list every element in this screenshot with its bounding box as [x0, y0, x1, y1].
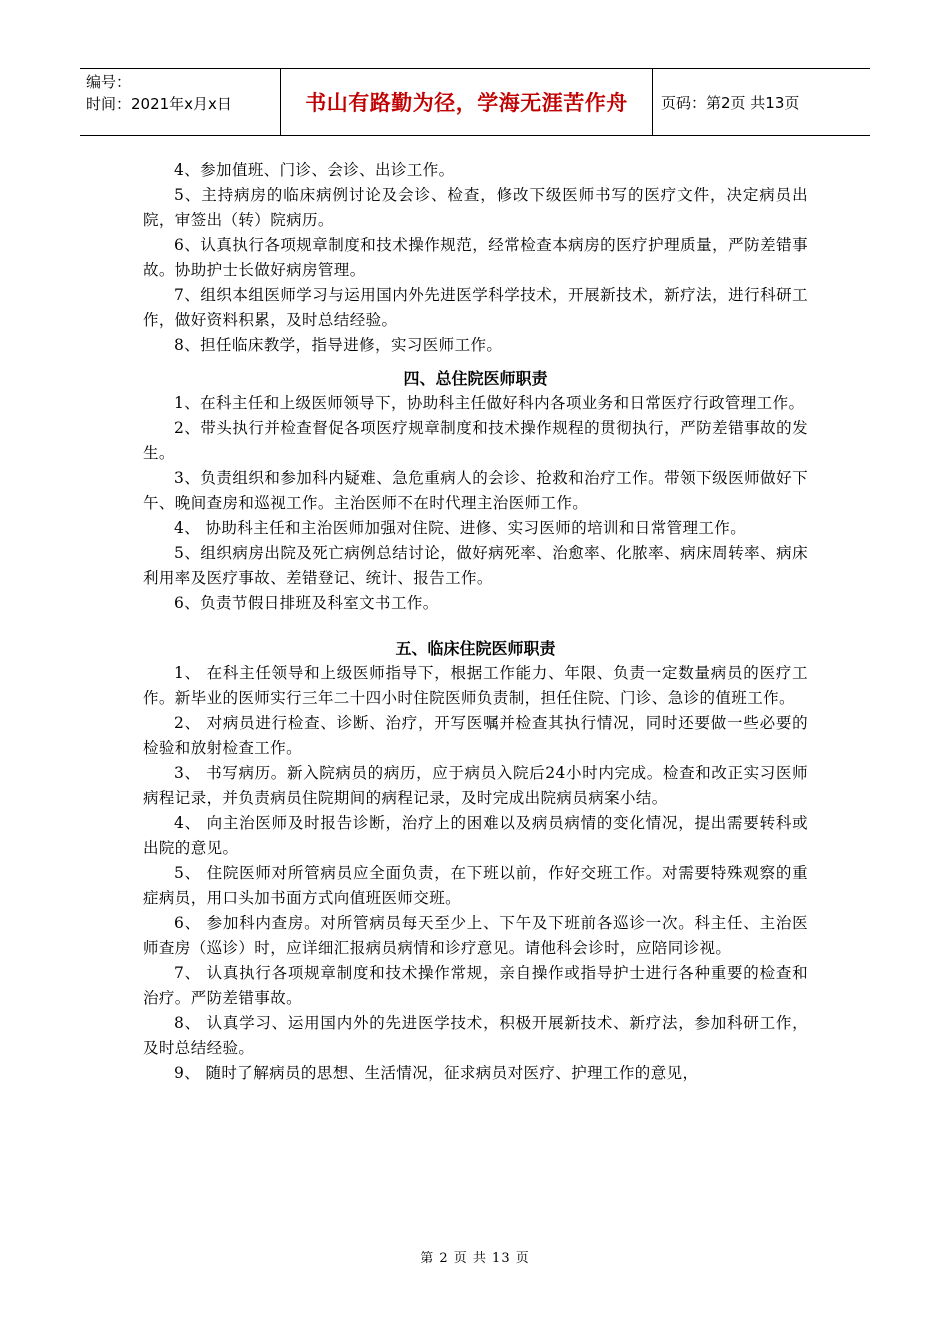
paragraph: 6、认真执行各项规章制度和技术操作规范，经常检查本病房的医疗护理质量，严防差错事故。协助护士长做好病房管理。: [143, 236, 808, 279]
section3-tail: [143, 158, 808, 358]
page-footer: 第 2 页 共 13 页: [420, 1251, 530, 1266]
time-label: 时间：2021年x月x日: [86, 95, 232, 113]
paragraph: 1、在科主任和上级医师领导下，协助科主任做好科内各项业务和日常医疗行政管理工作。: [174, 394, 805, 412]
header-page-info: 页码：第2页 共13页: [661, 93, 800, 112]
paragraph: 3、负责组织和参加科内疑难、急危重病人的会诊、抢救和治疗工作。带领下级医师做好下午、晚间查房和巡视工作。主治医师不在时代理主治医师工作。: [143, 469, 808, 512]
section4-items: [143, 391, 808, 616]
paragraph: 8、 认真学习、运用国内外的先进医学技术，积极开展新技术、新疗法，参加科研工作，及时总结经验。: [143, 1014, 808, 1057]
paragraph: 8、担任临床教学，指导进修，实习医师工作。: [174, 336, 503, 354]
paragraph: 4、 协助科主任和主治医师加强对住院、进修、实习医师的培训和日常管理工作。: [174, 519, 747, 537]
paragraph: 6、 参加科内查房。对所管病员每天至少上、下午及下班前各巡诊一次。科主任、主治医师查房（巡诊）时，应详细汇报病员病情和诊疗意见。请他科会诊时，应陪同诊视。: [143, 914, 808, 957]
paragraph: 2、 对病员进行检查、诊断、治疗，开写医嘱并检查其执行情况，同时还要做一些必要的检验和放射检查工作。: [143, 714, 808, 757]
page-header: [80, 68, 870, 136]
document-body: [143, 158, 808, 1086]
paragraph: 5、 住院医师对所管病员应全面负责，在下班以前，作好交班工作。对需要特殊观察的重症病员，用口头加书面方式向值班医师交班。: [143, 864, 808, 907]
paragraph: 7、 认真执行各项规章制度和技术操作常规，亲自操作或指导护士进行各种重要的检查和治疗。严防差错事故。: [143, 964, 808, 1007]
section-heading: 五、临床住院医师职责: [395, 639, 556, 658]
header-meta: [80, 69, 280, 135]
paragraph: 3、 书写病历。新入院病员的病历，应于病员入院后24小时内完成。检查和改正实习医师病程记录，并负责病员住院期间的病程记录，及时完成出院病员病案小结。: [143, 764, 808, 807]
paragraph: 7、组织本组医师学习与运用国内外先进医学科学技术，开展新技术，新疗法，进行科研工作，做好资料积累，及时总结经验。: [143, 286, 808, 329]
header-motto: 书山有路勤为径，学海无涯苦作舟: [280, 69, 653, 135]
serial-label: 编号：: [86, 73, 132, 91]
paragraph: 1、 在科主任领导和上级医师指导下，根据工作能力、年限、负责一定数量病员的医疗工作。新毕业的医师实行三年二十四小时住院医师负责制，担任住院、门诊、急诊的值班工作。: [143, 664, 808, 707]
paragraph: 6、负责节假日排班及科室文书工作。: [174, 594, 439, 612]
paragraph: 2、带头执行并检查督促各项医疗规章制度和技术操作规程的贯彻执行，严防差错事故的发生。: [143, 419, 808, 462]
paragraph: 5、主持病房的临床病例讨论及会诊、检查，修改下级医师书写的医疗文件，决定病员出院，审签出（转）院病历。: [143, 186, 808, 229]
section-heading: 四、总住院医师职责: [403, 369, 548, 388]
paragraph: 4、 向主治医师及时报告诊断，治疗上的困难以及病员病情的变化情况，提出需要转科或出院的意见。: [143, 814, 808, 857]
paragraph: 9、 随时了解病员的思想、生活情况，征求病员对医疗、护理工作的意见，: [174, 1064, 699, 1082]
section5-items: [143, 661, 808, 1086]
paragraph: 5、组织病房出院及死亡病例总结讨论，做好病死率、治愈率、化脓率、病床周转率、病床利用率及医疗事故、差错登记、统计、报告工作。: [143, 544, 808, 587]
paragraph: 4、参加值班、门诊、会诊、出诊工作。: [174, 161, 455, 179]
